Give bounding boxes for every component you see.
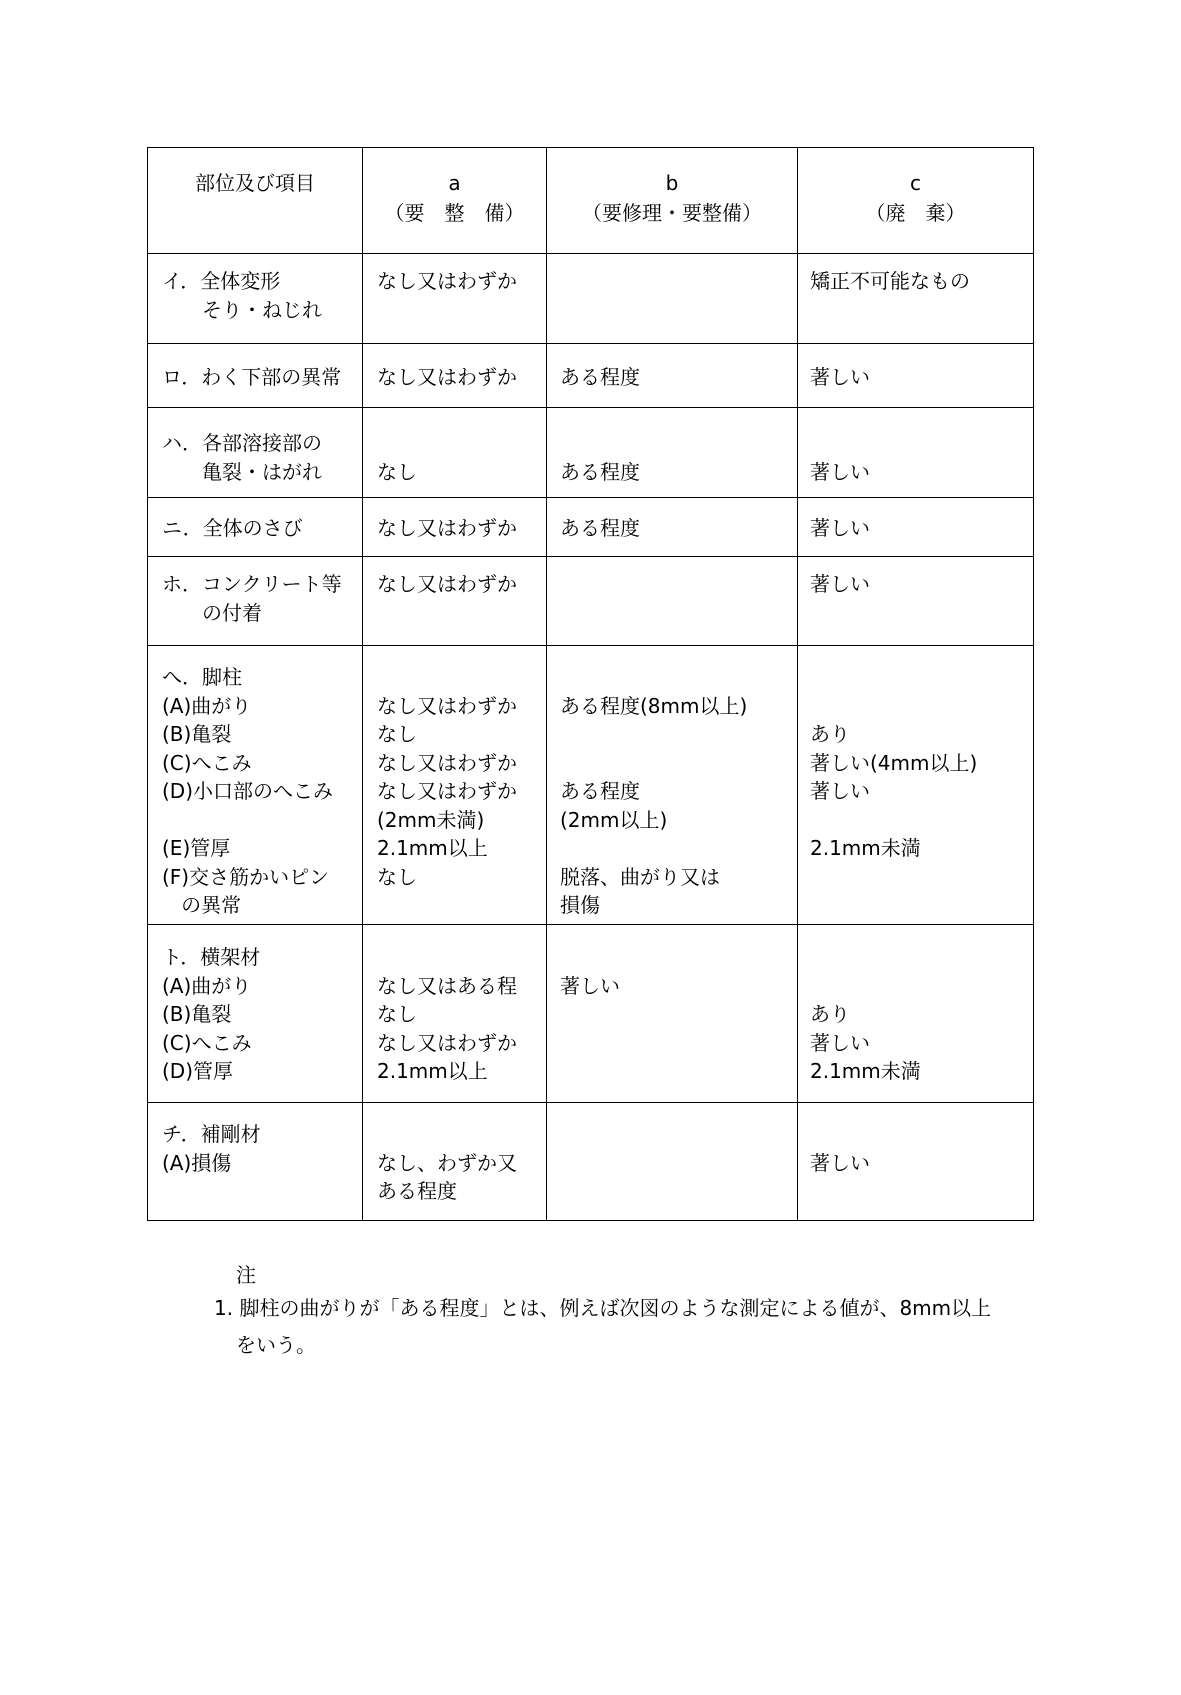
grade-a-cell — [363, 925, 547, 1103]
grade-c-cell — [798, 646, 1034, 925]
cell-text: なし — [377, 459, 417, 484]
item-cell — [148, 925, 363, 1103]
cell-text — [547, 557, 797, 570]
cell-text: ハ．各部溶接部の 亀裂・はがれ — [162, 431, 322, 484]
cell-text — [547, 254, 797, 267]
cell-text: 矯正不可能なもの — [810, 269, 970, 293]
grade-c-cell — [798, 925, 1034, 1103]
cell-text: 著しい — [810, 516, 870, 540]
grade-a-cell — [363, 344, 547, 408]
grade-b-cell — [547, 408, 798, 498]
grade-a-cell — [363, 254, 547, 344]
cell-text: へ．脚柱 (A)曲がり (B)亀裂 (C)へこみ (D)小口部のへこみ (E)管厚 (F)交さ筋かいピン の異常 — [162, 665, 334, 917]
table-row — [148, 925, 1034, 1103]
grade-a-cell — [363, 646, 547, 925]
grade-c-cell — [798, 1103, 1034, 1221]
header-cell-item: 部位及び項目 — [148, 148, 363, 254]
item-cell — [148, 408, 363, 498]
cell-text: なし又はわずか — [377, 269, 517, 293]
cell-text: なし又はある程 なし なし又はわずか 2.1mm以上 — [377, 973, 517, 1083]
cell-text: ある程度 — [560, 516, 640, 540]
cell-text: なし又はわずか — [377, 572, 517, 596]
grade-c-cell — [798, 408, 1034, 498]
cell-text: なし又はわずか — [377, 516, 517, 540]
table-row — [148, 254, 1034, 344]
cell-text: あり 著しい 2.1mm未満 — [810, 1002, 921, 1083]
table-row — [148, 408, 1034, 498]
grade-c-cell — [798, 557, 1034, 646]
item-cell — [148, 1103, 363, 1221]
cell-text: 著しい — [560, 973, 620, 998]
grade-b-cell — [547, 646, 798, 925]
cell-text: 著しい — [810, 1150, 870, 1175]
grade-c-cell — [798, 498, 1034, 557]
grade-a-cell — [363, 1103, 547, 1221]
cell-text: なし又はわずか なし なし又はわずか なし又はわずか (2mm未満) 2.1mm以上 なし — [377, 693, 517, 889]
cell-text: ある程度(8mm以上) ある程度 (2mm以上) 脱落、曲がり又は 損傷 — [560, 693, 748, 917]
cell-text: ト．横架材 (A)曲がり (B)亀裂 (C)へこみ (D)管厚 — [162, 945, 261, 1083]
notes-heading: 注 — [236, 1263, 256, 1287]
cell-text: 著しい — [810, 459, 870, 484]
cell-text: ある程度 — [560, 459, 640, 484]
note-1-line-1: 1. 脚柱の曲がりが「ある程度」とは、例えば次図のような測定による値が、8mm以上 — [214, 1296, 992, 1320]
table-row — [148, 1103, 1034, 1221]
grade-c-cell — [798, 254, 1034, 344]
table-header-row — [148, 148, 1034, 254]
header-cell-c: c （廃 棄） — [798, 148, 1034, 254]
grade-a-cell — [363, 498, 547, 557]
header-cell-b: b （要修理・要整備） — [547, 148, 798, 254]
header-cell-a: a （要 整 備） — [363, 148, 547, 254]
item-cell — [148, 646, 363, 925]
note-1-line-2: をいう。 — [236, 1333, 316, 1357]
inspection-criteria-table — [147, 147, 1034, 1221]
grade-b-cell — [547, 498, 798, 557]
table-row — [148, 344, 1034, 408]
table-row — [148, 557, 1034, 646]
cell-text: なし又はわずか — [377, 365, 517, 389]
item-cell — [148, 254, 363, 344]
cell-text: 著しい — [810, 572, 870, 596]
grade-b-cell — [547, 1103, 798, 1221]
grade-b-cell — [547, 254, 798, 344]
item-cell — [148, 557, 363, 646]
cell-text: イ．全体変形 そり・ねじれ — [162, 269, 322, 322]
grade-b-cell — [547, 557, 798, 646]
grade-a-cell — [363, 557, 547, 646]
cell-text: ホ．コンクリート等 の付着 — [162, 572, 342, 625]
cell-text: 著しい — [810, 365, 870, 389]
cell-text: あり 著しい(4mm以上) 著しい 2.1mm未満 — [810, 722, 978, 860]
table-row — [148, 646, 1034, 925]
cell-text: なし、わずか又 ある程度 — [377, 1150, 517, 1203]
item-cell — [148, 344, 363, 408]
grade-c-cell — [798, 344, 1034, 408]
cell-text: ある程度 — [560, 365, 640, 389]
grade-b-cell — [547, 344, 798, 408]
cell-text — [547, 1103, 797, 1120]
grade-a-cell — [363, 408, 547, 498]
cell-text: ロ．わく下部の異常 — [162, 365, 342, 389]
item-cell — [148, 498, 363, 557]
cell-text: ニ．全体のさび — [162, 516, 303, 540]
cell-text: チ．補剛材 (A)損傷 — [162, 1122, 261, 1175]
grade-b-cell — [547, 925, 798, 1103]
table-row — [148, 498, 1034, 557]
